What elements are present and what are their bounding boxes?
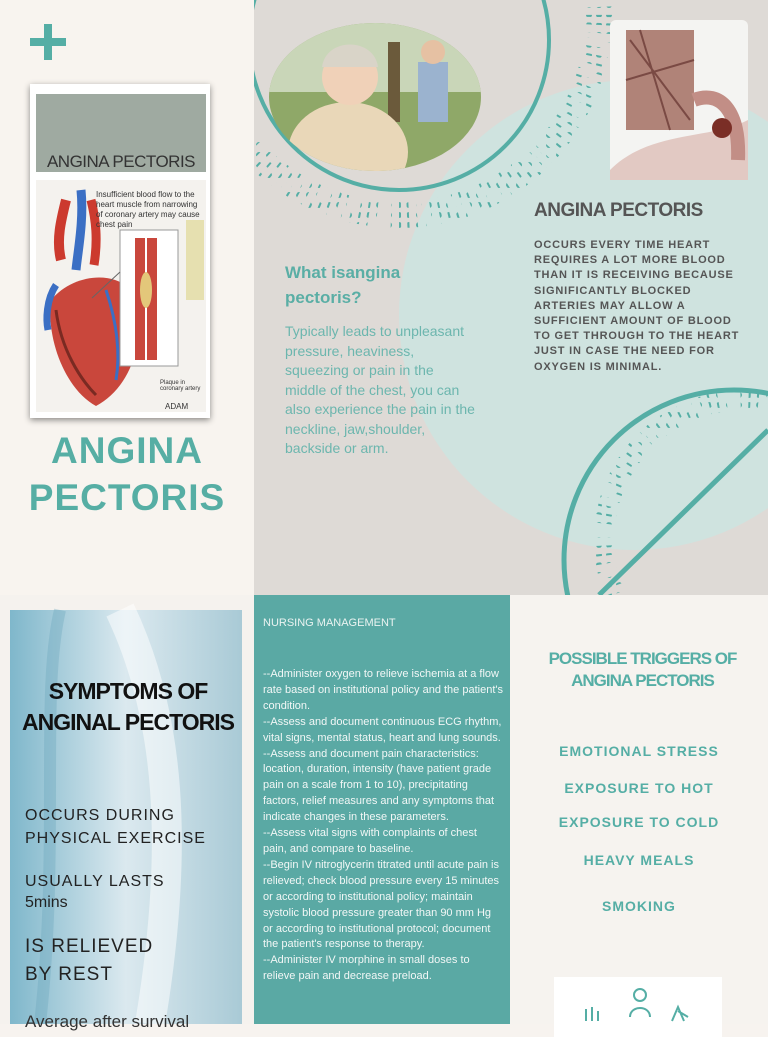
icon-strip xyxy=(554,977,722,1037)
trigger-cold: EXPOSURE TO COLD xyxy=(558,814,720,830)
triggers-title: POSSIBLE TRIGGERS OF ANGINA PECTORIS xyxy=(548,649,737,690)
organ-icon xyxy=(672,1007,688,1021)
plus-icon xyxy=(30,24,66,60)
symptom-exercise: OCCURS DURING PHYSICAL EXERCISE xyxy=(25,807,206,847)
symptom-duration: 5mins xyxy=(25,894,68,911)
nursing-body: --Administer oxygen to relieve ischemia at a flow rate based on institutional policy and the patient's condition. --Assess and document continuous ECG rhythm, vital signs, mental status, heart and lung sounds. --Assess and document pain characteristics: location, duration, intensity (have patient grade pain on a scale from 1 to 10), precipitating factors, relief measures and any symptoms that indicate changes in these parameters. --Assess vital signs with complaints of chest pain, and compare to baseline. --Begin IV nitroglycerin titrated until acute pain is relieved; check blood pressure every 15 minutes or according to institutional policy; maintain systolic blood pressure greater than 90 mm Hg or according to institutional protocol; document the patient's response to therapy. --Administer IV morphine in small doses to relieve pain and decrease preload. xyxy=(263,668,503,983)
cover-panel xyxy=(0,0,254,595)
symptom-survival: Average after survival xyxy=(25,1012,190,1031)
angina-heading: ANGINA PECTORIS xyxy=(534,200,703,221)
cover-title-line1: ANGINA xyxy=(51,430,203,471)
lungs-icon xyxy=(586,1007,598,1021)
artery-illustration xyxy=(610,20,748,180)
symptom-relieved: IS RELIEVED xyxy=(25,936,154,957)
symptoms-title: SYMPTOMS OF ANGINAL PECTORIS xyxy=(22,678,234,735)
trigger-hot: EXPOSURE TO HOT xyxy=(564,780,714,796)
health-icons xyxy=(554,977,722,1024)
cover-title-line2: PECTORIS xyxy=(28,477,226,518)
symptom-rest: BY REST xyxy=(25,964,113,985)
trigger-emotional-stress: EMOTIONAL STRESS xyxy=(559,743,719,759)
what-is-angina-heading: What isangina pectoris? xyxy=(285,263,401,307)
trigger-heavy-meals: HEAVY MEALS xyxy=(583,852,695,868)
what-is-angina-text: Typically leads to unpleasant pressure, heaviness, squeezing or pain in the middle of the chest, you can also experience the pain in the neckline, jaw,shoulder, backside or arm. xyxy=(285,323,475,456)
nursing-heading: NURSING MANAGEMENT xyxy=(263,617,396,629)
slide-caption: Insufficient blood flow to the heart muscle from narrowing of coronary artery may cause chest pain xyxy=(96,190,200,229)
slide-title: ANGINA PECTORIS xyxy=(46,152,196,171)
adam-credit: ADAM xyxy=(165,402,189,411)
slide-header xyxy=(36,94,206,172)
angina-slide-image xyxy=(30,84,210,418)
angina-description: OCCURS EVERY TIME HEART REQUIRES A LOT MORE BLOOD THAN IT IS RECEIVING BECAUSE SIGNIFICANTLY BLOCKED ARTERIES MAY ALLOW A SUFFICIENT AMOUNT OF BLOOD TO GET THROUGH TO THE HEART JUST IN CASE THE NEED FOR OXYGEN IS MINIMAL. xyxy=(534,239,740,373)
slide-note: Plaque in coronary artery xyxy=(160,380,201,392)
symptom-lasts: USUALLY LASTS xyxy=(25,873,165,890)
trigger-smoking: SMOKING xyxy=(602,898,676,914)
patient-photo xyxy=(268,22,482,172)
person-icon xyxy=(634,989,646,1001)
